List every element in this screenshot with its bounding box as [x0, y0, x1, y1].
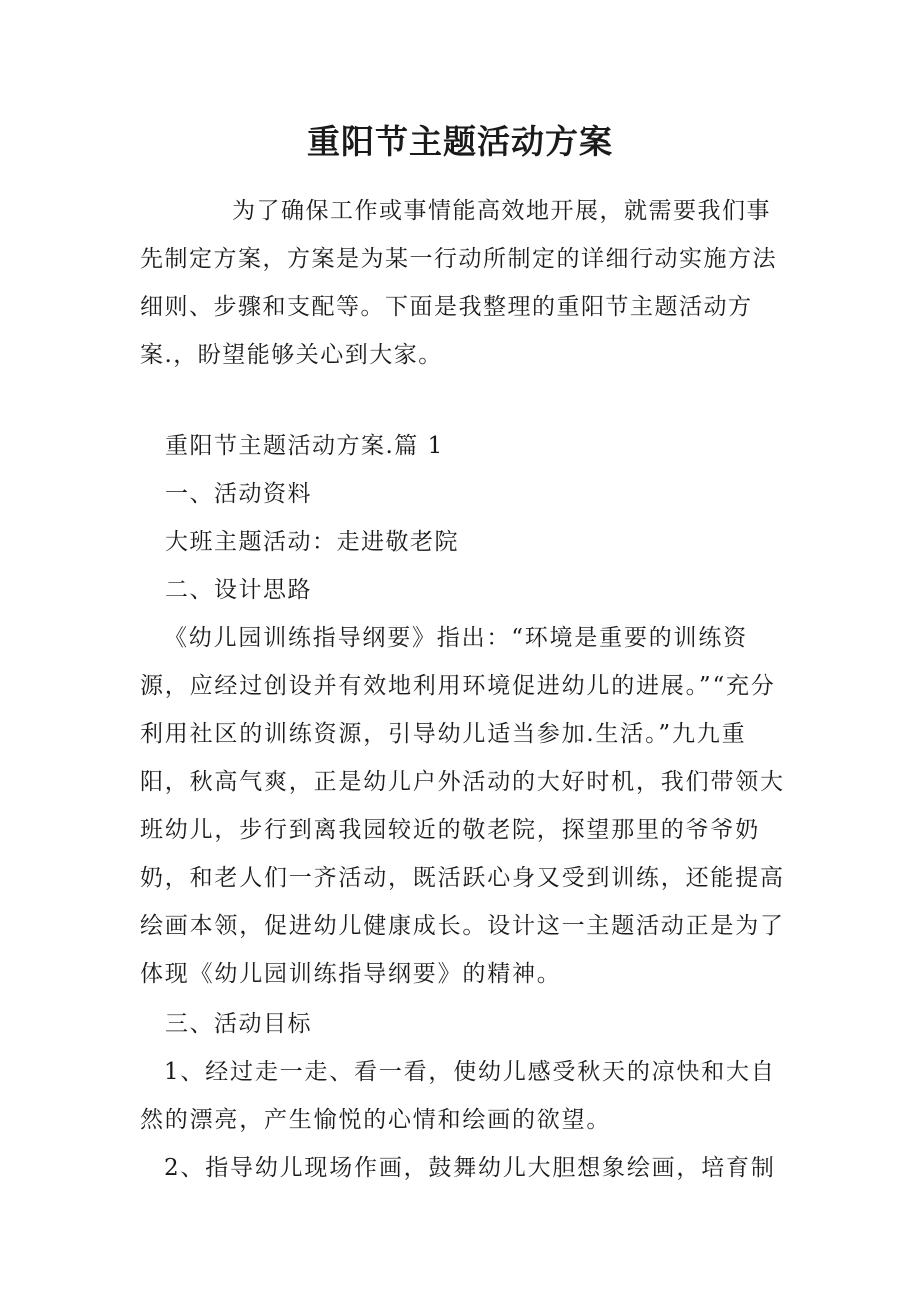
- design-paragraph: 《幼儿园训练指导纲要》指出：“环境是重要的训练资源，应经过创设并有效地利用环境促进幼儿的进展。”“充分利用社区的训练资源，引导幼儿适当参加.生活。”九九重阳，秋高气爽，正是幼儿户外活动的大好时机，我们带领大班幼儿，步行到离我园较近的敬老院，探望那里的爷爷奶奶，和老人们一齐活动，既活跃心身又受到训练，还能提高绘画本领，促进幼儿健康成长。设计这一主题活动正是为了体现《幼儿园训练指导纲要》的精神。: [140, 625, 785, 987]
- intro-paragraph: 为了确保工作或事情能高效地开展，就需要我们事先制定方案，方案是为某一行动所制定的详细行动实施方法细则、步骤和支配等。下面是我整理的重阳节主题活动方案.，盼望能够关心到大家。: [140, 198, 777, 368]
- heading-activity-goals: 三、活动目标: [165, 1011, 312, 1037]
- heading-activity-materials: 一、活动资料: [165, 481, 312, 507]
- goal-item-2: 2、指导幼儿现场作画，鼓舞幼儿大胆想象绘画，培育制: [164, 1155, 776, 1181]
- heading-design-ideas: 二、设计思路: [165, 577, 312, 603]
- goal-item-1: 1、经过走一走、看一看，使幼儿感受秋天的凉快和大自然的漂亮，产生愉悦的心情和绘画的欲望。: [140, 1059, 776, 1133]
- document-title: 重阳节主题活动方案: [307, 122, 613, 161]
- section-title: 重阳节主题活动方案.篇 1: [165, 433, 444, 459]
- activity-line: 大班主题活动：走进敬老院: [165, 529, 459, 555]
